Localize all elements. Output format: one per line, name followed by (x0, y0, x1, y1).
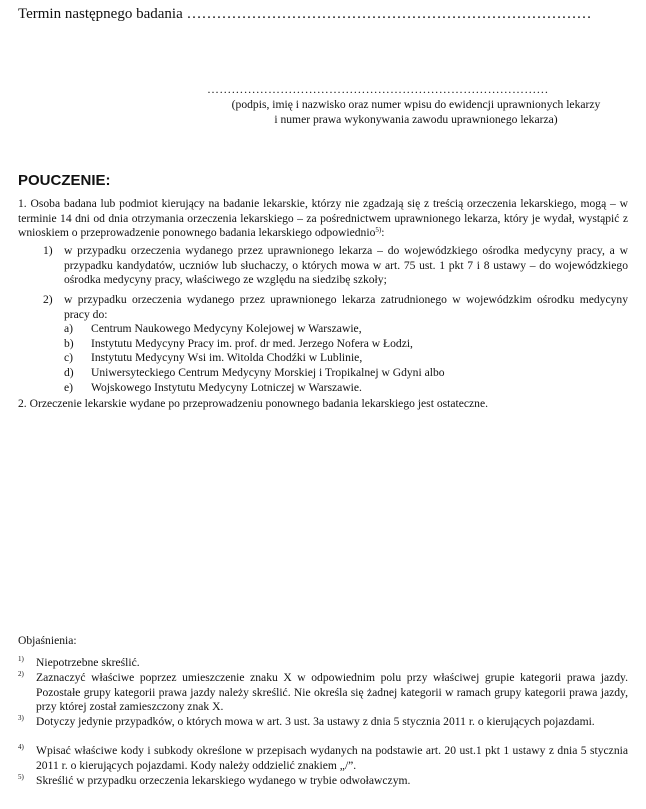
institution-name: Instytutu Medycyny Wsi im. Witolda Chodźki w Lublinie, (91, 351, 363, 364)
footnote-text: Wpisać właściwe kody i subkody określone w przepisach wydanych na podstawie art. 20 ust.1 pkt 1 ustawy z dnia 5 stycznia 2011 r. o kierujących pojazdami. Kody należy oddzielić znakiem „/”. (36, 744, 628, 772)
instruction-paragraph-1 (18, 197, 628, 241)
signature-line: ………………………………………………………………………… (207, 82, 549, 96)
institution-letter: c) (64, 351, 74, 364)
next-exam-date-blank: ……………………………………………………………………… (186, 6, 592, 22)
institution-name: Centrum Naukowego Medycyny Kolejowej w Warszawie, (91, 322, 362, 335)
pouczenie-heading: POUCZENIE: (18, 172, 111, 189)
institution-letter: d) (64, 366, 74, 379)
instruction-paragraph-1-text: 1. Osoba badana lub podmiot kierujący na badanie lekarskie, którzy nie zgadzają się z treścią orzeczenia lekarskiego, mogą – w terminie 14 dni od dnia otrzymania orzeczenia lekarskiego – za pośrednictwem uprawnionego lekarza, który je wydał, wystąpić z wnioskiem o przeprowadzenie ponownego badania lekarskiego odpowiednio (18, 197, 628, 240)
instruction-paragraph-1-end: : (381, 226, 385, 240)
list-item-text: w przypadku orzeczenia wydanego przez uprawnionego lekarza – do wojewódzkiego ośrodka medycyny pracy, a w przypadku kandydatów, uczniów lub słuchaczy, o których mowa w art. 75 ust. 1 pkt 7 i 8 ustawy – do wojewódzkiego ośrodka medycyny pracy, właściwego ze względu na siedzibę szkoły; (64, 244, 628, 287)
next-exam-date-label: Termin następnego badania (18, 6, 183, 22)
institution-name: Instytutu Medycyny Pracy im. prof. dr med. Jerzego Nofera w Łodzi, (91, 337, 413, 350)
footnote-text: Zaznaczyć właściwe poprzez umieszczenie znaku X w odpowiednim polu przy właściwej grupie kategorii prawa jazdy. Pozostałe grupy kategorii prawa jazdy należy skreślić. Nie określa się żadnej kategorii w ramach grupy kategorii prawa jazdy, przy której został zamieszczony znak X. (36, 671, 628, 714)
list-item-number: 1) (43, 244, 53, 257)
footnote-text: Dotyczy jedynie przypadków, o których mowa w art. 3 ust. 3a ustawy z dnia 5 stycznia 2011 r. o kierujących pojazdami. (36, 715, 595, 728)
institution-letter: b) (64, 337, 74, 350)
institution-letter: a) (64, 322, 74, 335)
notes-heading: Objaśnienia: (18, 634, 77, 647)
footnote-text: Niepotrzebne skreślić. (36, 656, 140, 669)
list-item-text: w przypadku orzeczenia wydanego przez uprawnionego lekarza zatrudnionego w wojewódzkim ośrodku medycyny pracy do: (64, 293, 628, 321)
signature-caption-line-2: i numer prawa wykonywania zawodu uprawnionego lekarza) (274, 112, 558, 126)
institution-name: Uniwersyteckiego Centrum Medycyny Morskiej i Tropikalnej w Gdyni albo (91, 366, 445, 379)
signature-caption (196, 98, 636, 127)
instruction-paragraph-2: 2. Orzeczenie lekarskie wydane po przeprowadzeniu ponownego badania lekarskiego jest ostateczne. (18, 397, 488, 410)
footnote-text: Skreślić w przypadku orzeczenia lekarskiego wydanego w trybie odwoławczym. (36, 774, 411, 787)
footnote-ref-5: 5) (375, 226, 382, 235)
institution-name: Wojskowego Instytutu Medycyny Lotniczej w Warszawie. (91, 381, 362, 394)
institution-letter: e) (64, 381, 74, 394)
next-exam-date-line (18, 6, 591, 23)
signature-caption-line-1: (podpis, imię i nazwisko oraz numer wpisu do ewidencji uprawnionych lekarzy (231, 98, 601, 111)
list-item-number: 2) (43, 293, 53, 306)
